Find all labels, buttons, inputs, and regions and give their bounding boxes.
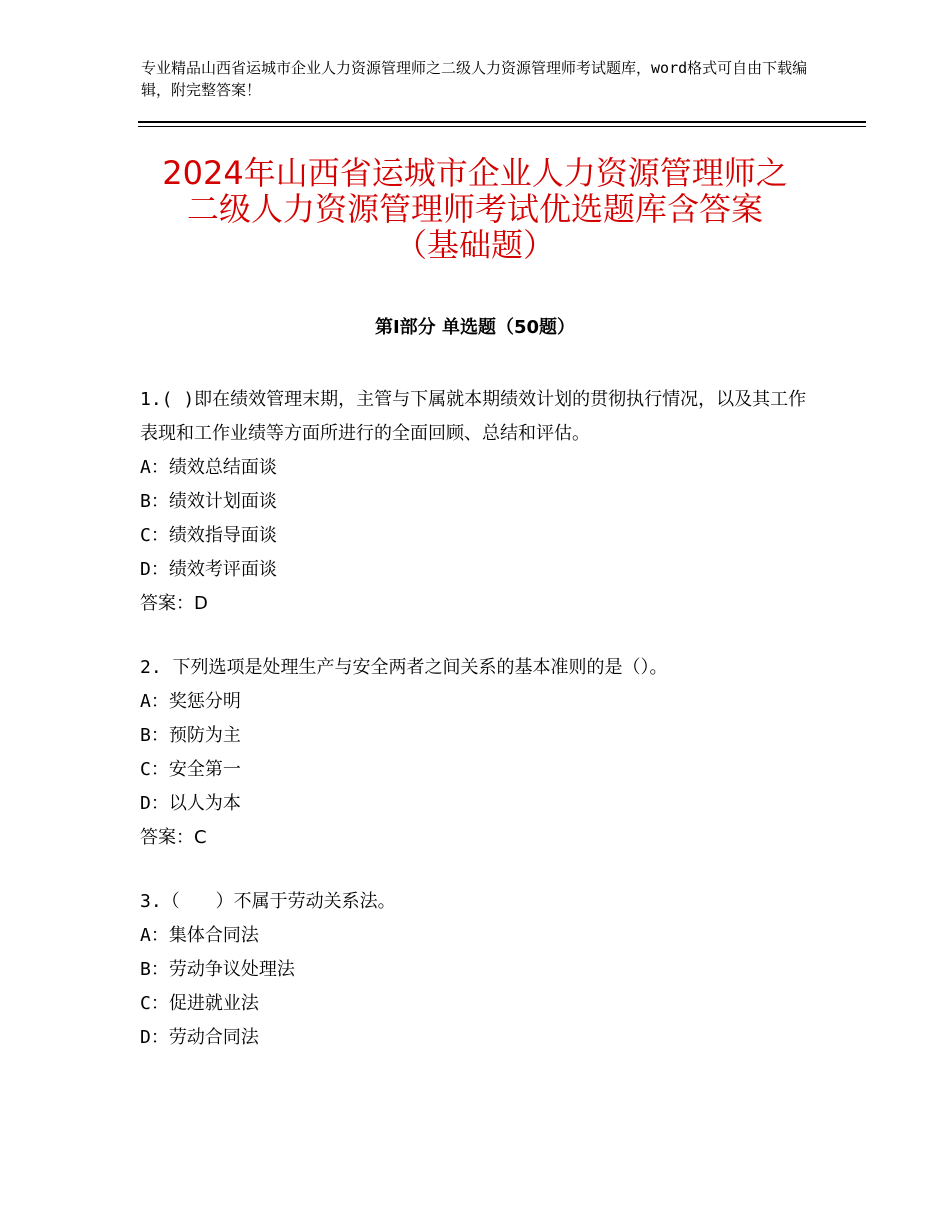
question-stem: 2. 下列选项是处理生产与安全两者之间关系的基本准则的是（）。 xyxy=(140,657,668,678)
option-a: A：绩效总结面谈 xyxy=(140,457,277,478)
option-a: A：奖惩分明 xyxy=(140,691,241,712)
title-line-3: （基础题） xyxy=(394,226,555,264)
option-c: C：促进就业法 xyxy=(140,993,259,1014)
option-d: D：绩效考评面谈 xyxy=(140,559,277,580)
option-b: B：绩效计划面谈 xyxy=(140,491,277,512)
question-list xyxy=(140,383,820,1085)
option-d: D：劳动合同法 xyxy=(140,1027,259,1048)
option-c: C：安全第一 xyxy=(140,759,241,780)
question-1 xyxy=(140,383,820,621)
header-divider-thick xyxy=(138,121,866,123)
header-divider-thin xyxy=(138,126,866,127)
option-d: D：以人为本 xyxy=(140,793,241,814)
option-a: A：集体合同法 xyxy=(140,925,259,946)
header-note: 专业精品山西省运城市企业人力资源管理师之二级人力资源管理师考试题库，word格式可自由下载编辑，附完整答案！ xyxy=(141,59,808,99)
title-line-1: 2024年山西省运城市企业人力资源管理师之 xyxy=(162,154,788,192)
question-3 xyxy=(140,885,820,1055)
document-title xyxy=(100,155,850,263)
answer-label: 答案：C xyxy=(140,827,207,848)
option-b: B：劳动争议处理法 xyxy=(140,959,295,980)
option-c: C：绩效指导面谈 xyxy=(140,525,277,546)
option-b: B：预防为主 xyxy=(140,725,241,746)
question-2 xyxy=(140,651,820,855)
question-stem: 1.( )即在绩效管理末期，主管与下属就本期绩效计划的贯彻执行情况，以及其工作表现和工作业绩等方面所进行的全面回顾、总结和评估。 xyxy=(140,389,807,444)
answer-label: 答案：D xyxy=(140,593,208,614)
section-heading: 第Ⅰ部分 单选题（50题） xyxy=(374,317,575,338)
question-stem: 3.（ ）不属于劳动关系法。 xyxy=(140,891,396,912)
title-line-2: 二级人力资源管理师考试优选题库含答案 xyxy=(186,190,763,228)
